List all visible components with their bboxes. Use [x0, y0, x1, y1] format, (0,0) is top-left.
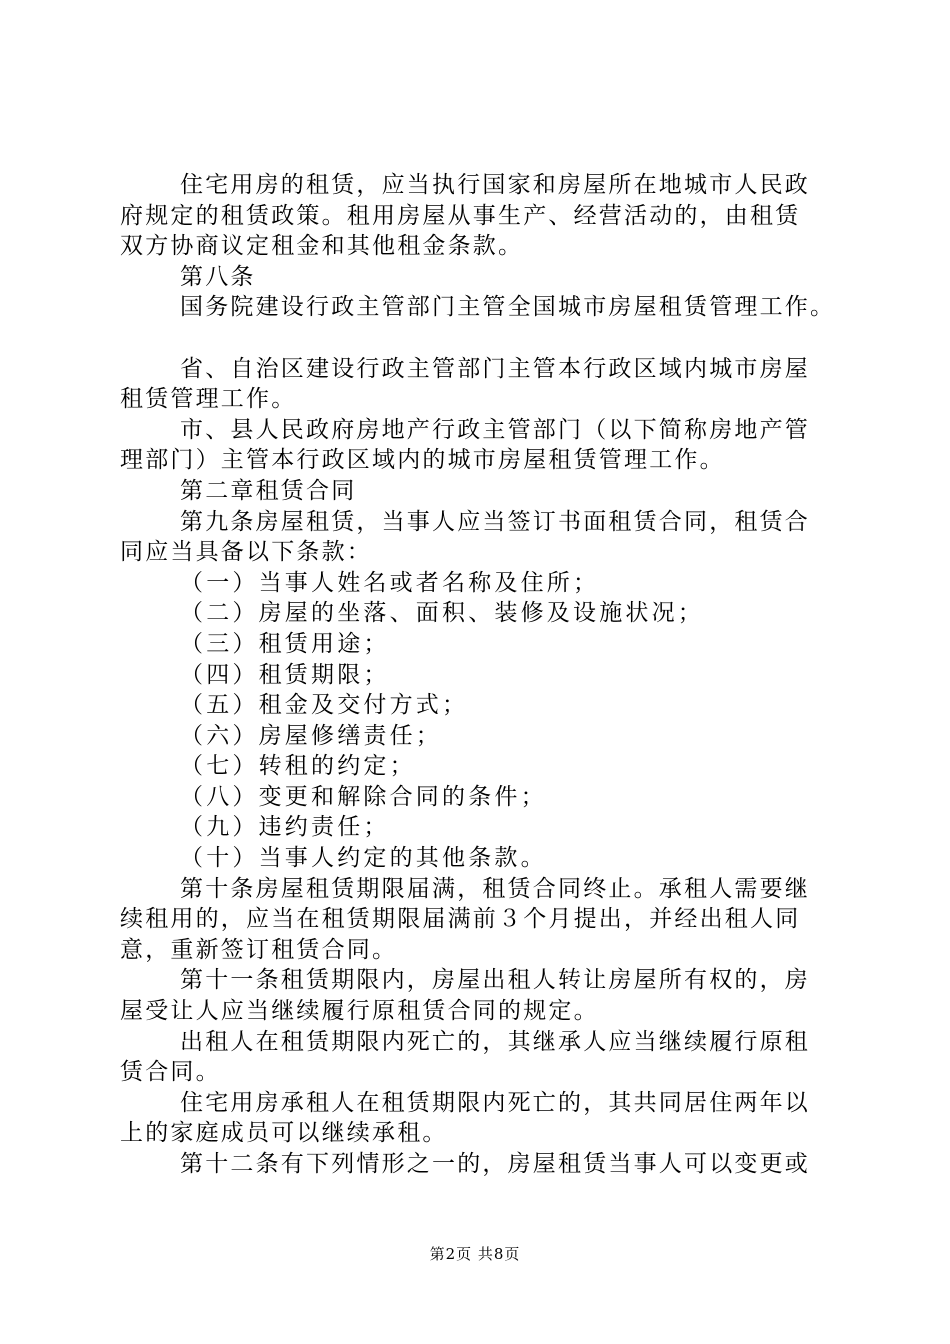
- text-line: 第八条: [180, 263, 256, 290]
- text-line: （十）当事人约定的其他条款。: [180, 845, 547, 872]
- text-line: （一）当事人姓名或者名称及住所；: [180, 569, 600, 596]
- text-line: 租赁管理工作。: [120, 386, 297, 413]
- text-line: 第十条房屋租赁期限届满，租赁合同终止。承租人需要继: [180, 875, 810, 902]
- text-line: 同应当具备以下条款：: [120, 539, 372, 566]
- text-line: 省、自治区建设行政主管部门主管本行政区域内城市房屋: [180, 355, 810, 382]
- text-line: （二）房屋的坐落、面积、装修及设施状况；: [180, 600, 704, 627]
- text-line: 第十一条租赁期限内，房屋出租人转让房屋所有权的，房: [180, 967, 810, 994]
- text-line: 续租用的，应当在租赁期限届满前３个月提出，并经出租人同: [120, 906, 801, 933]
- text-line: 第九条房屋租赁，当事人应当签订书面租赁合同，租赁合: [180, 508, 810, 535]
- text-line: （六）房屋修缮责任；: [180, 722, 442, 749]
- text-line: （五）租金及交付方式；: [180, 692, 469, 719]
- page-number-footer: 第2页 共8页: [429, 1245, 521, 1263]
- text-line: 赁合同。: [120, 1059, 221, 1086]
- text-line: 屋受让人应当继续履行原租赁合同的规定。: [120, 998, 599, 1025]
- text-line: 双方协商议定租金和其他租金条款。: [120, 233, 524, 260]
- text-line: （三）租赁用途；: [180, 630, 390, 657]
- text-line: 府规定的租赁政策。租用房屋从事生产、经营活动的，由租赁: [120, 202, 801, 229]
- text-line: 理部门）主管本行政区域内的城市房屋租赁管理工作。: [120, 447, 725, 474]
- text-line: 住宅用房的租赁，应当执行国家和房屋所在地城市人民政: [180, 172, 810, 198]
- text-line: （九）违约责任；: [180, 814, 390, 841]
- blank-line: [120, 323, 835, 354]
- text-line: 出租人在租赁期限内死亡的，其继承人应当继续履行原租: [180, 1028, 810, 1055]
- text-line: 市、县人民政府房地产行政主管部门（以下简称房地产管: [180, 416, 810, 443]
- text-line: 第二章租赁合同: [180, 477, 357, 504]
- text-line: 住宅用房承租人在租赁期限内死亡的，其共同居住两年以: [180, 1089, 810, 1116]
- text-line: （四）租赁期限；: [180, 661, 390, 688]
- text-line: （八）变更和解除合同的条件；: [180, 783, 547, 810]
- text-line: （七）转租的约定；: [180, 753, 416, 780]
- text-line: 上的家庭成员可以继续承租。: [120, 1120, 448, 1147]
- document-body: [120, 170, 835, 1180]
- text-line: 意，重新签订租赁合同。: [120, 936, 398, 963]
- text-line: 第十二条有下列情形之一的，房屋租赁当事人可以变更或: [180, 1151, 810, 1177]
- text-line: 国务院建设行政主管部门主管全国城市房屋租赁管理工作。: [180, 294, 836, 321]
